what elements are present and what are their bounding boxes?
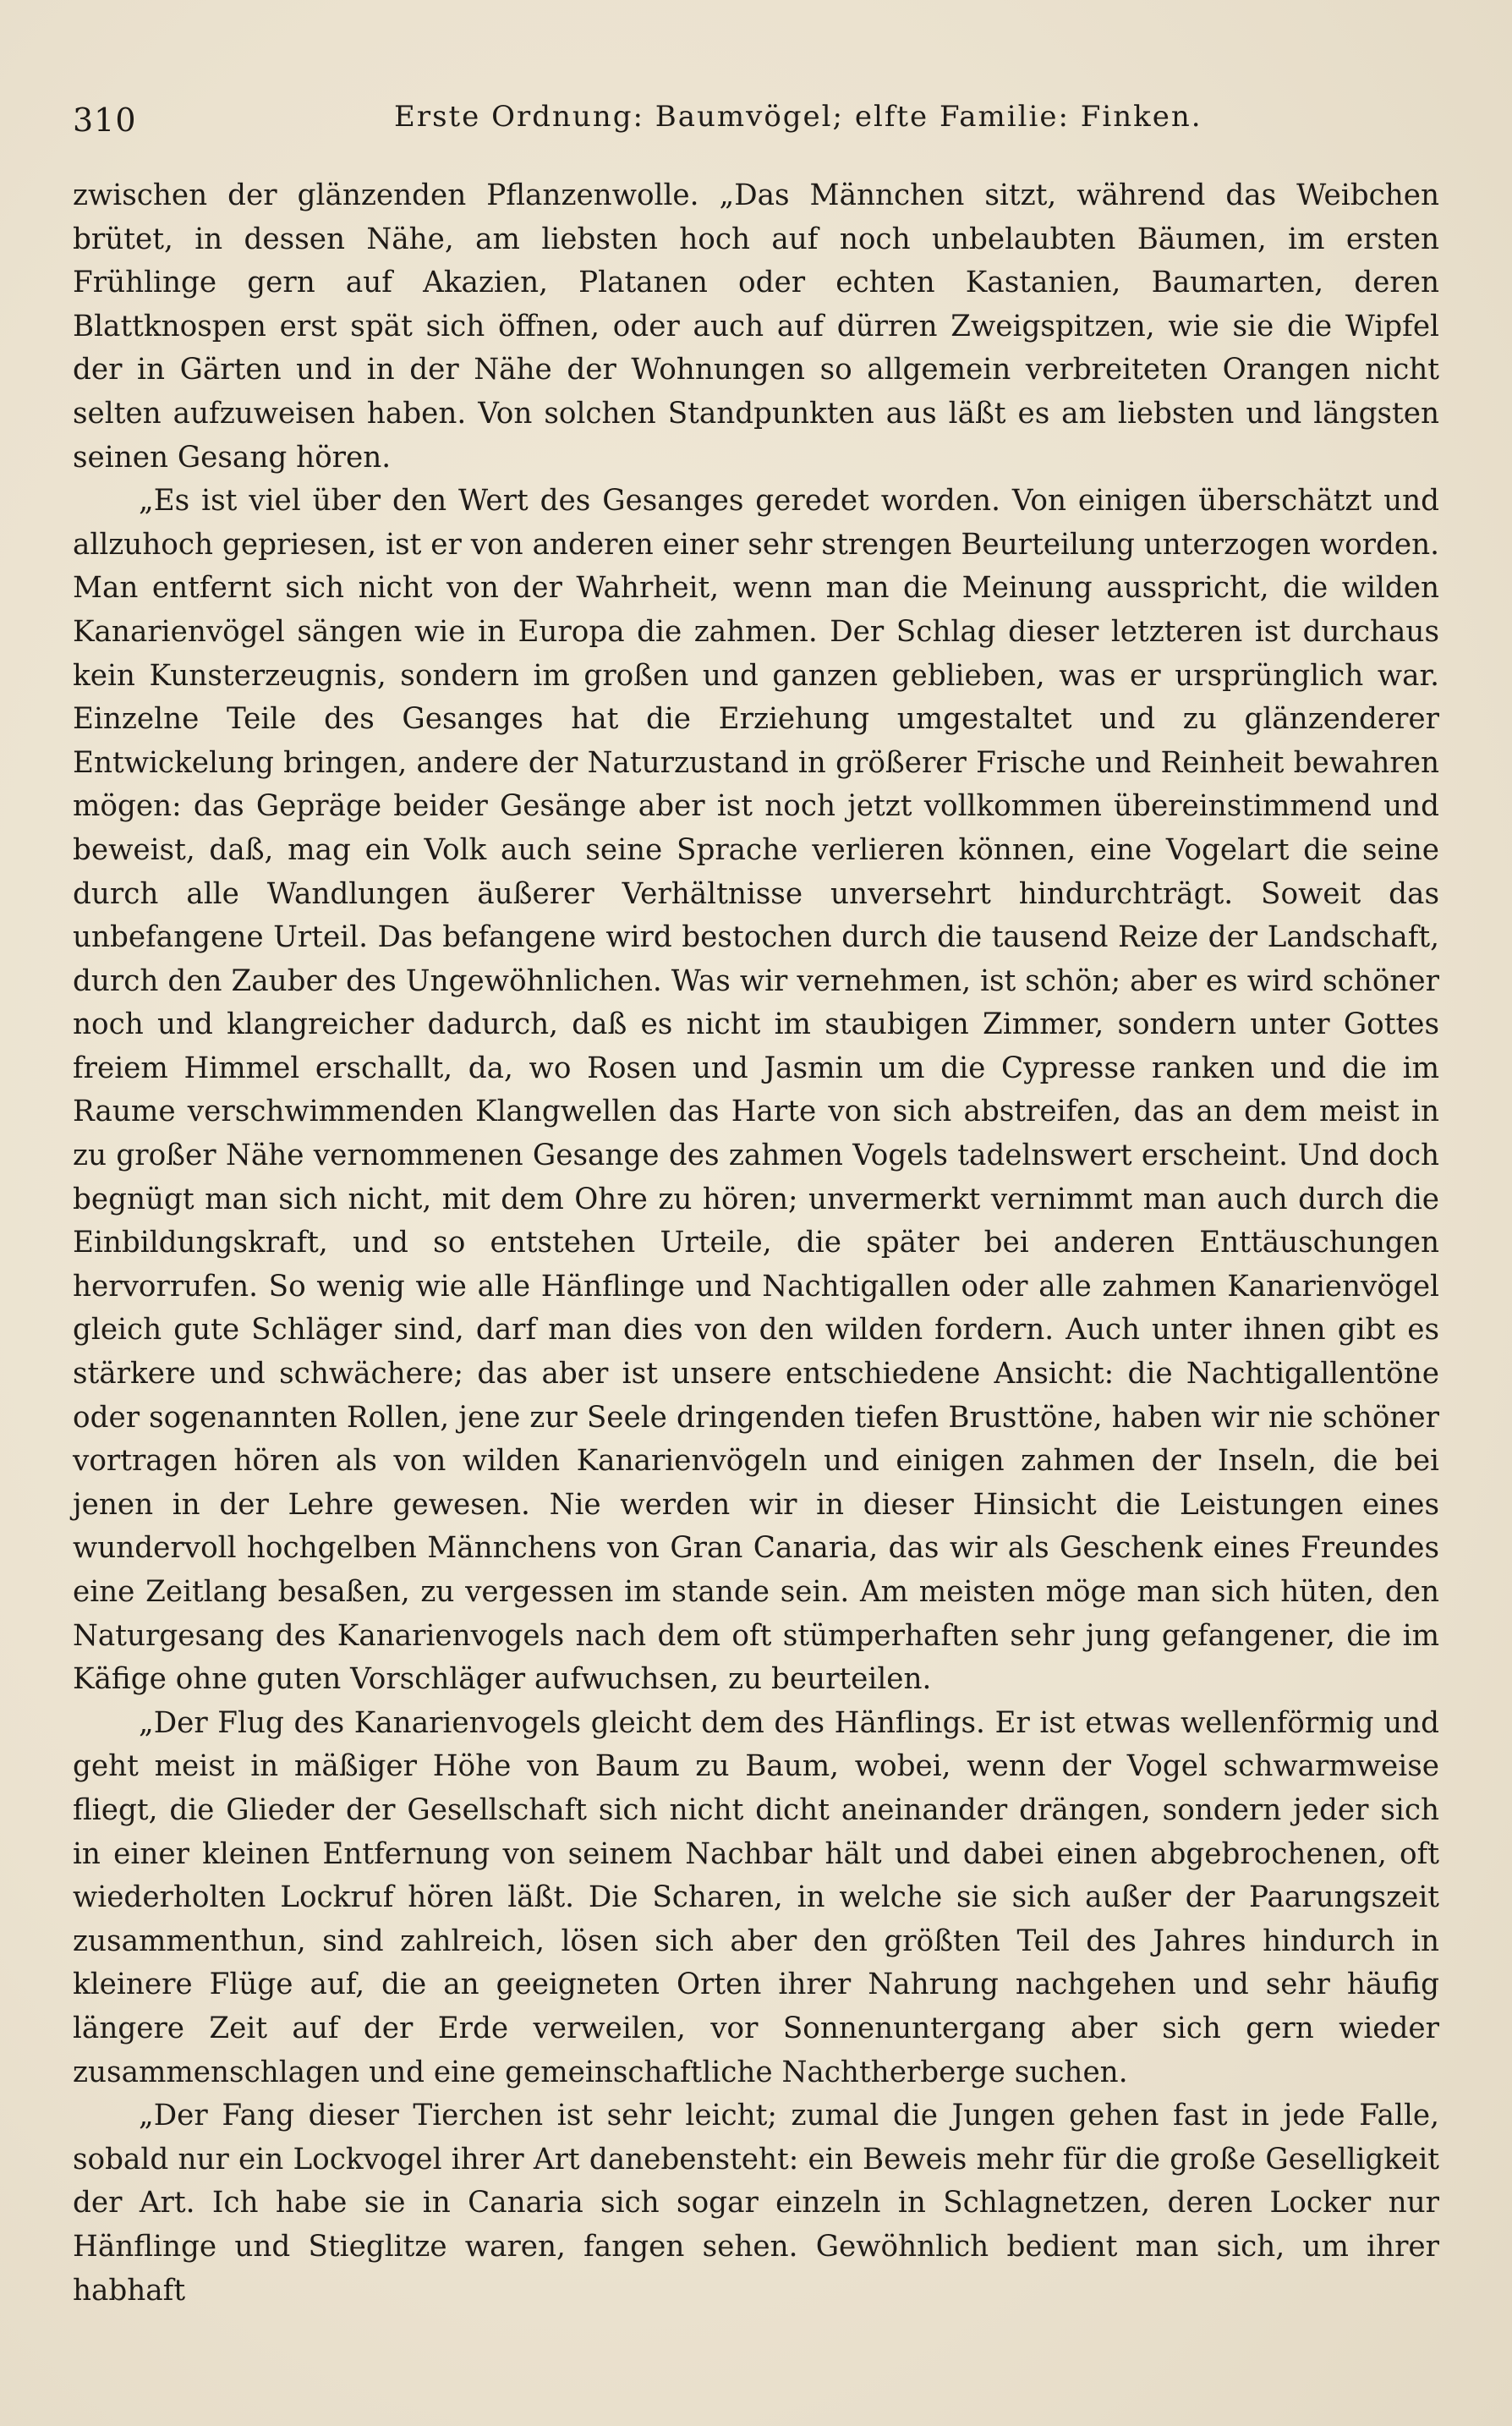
running-head: Erste Ordnung: Baumvögel; elfte Familie: Finken. — [394, 100, 1202, 134]
book-page — [73, 91, 1439, 2392]
paragraph-4: „Der Fang dieser Tierchen ist sehr leicht; zumal die Jungen gehen fast in jede Falle, sobald nur ein Lockvogel ihrer Art danebensteht: ein Beweis mehr für die große Geselligkeit der Art. Ich habe sie in Canaria sich sogar einzeln in Schlagnetzen, deren Locker nur Hänflinge und Stieglitze waren, fangen sehen. Gewöhnlich bedient man sich, um ihrer habhaft — [73, 2099, 1439, 2308]
body-text — [73, 174, 1439, 2313]
paragraph-3: „Der Flug des Kanarienvogels gleicht dem des Hänflings. Er ist etwas wellenförmig und geht meist in mäßiger Höhe von Baum zu Baum, wobei, wenn der Vogel schwarmweise fliegt, die Glieder der Gesellschaft sich nicht dicht aneinander drängen, sondern jeder sich in einer kleinen Entfernung von seinem Nachbar hält und dabei einen abgebrochenen, oft wiederholten Lockruf hören läßt. Die Scharen, in welche sie sich außer der Paarungszeit zusammenthun, sind zahlreich, lösen sich aber den größten Teil des Jahres hindurch in kleinere Flüge auf, die an geeigneten Orten ihrer Nahrung nachgehen und sehr häufig längere Zeit auf der Erde verweilen, vor Sonnenuntergang aber sich gern wieder zusammenschlagen und eine gemeinschaftliche Nachtherberge suchen. — [73, 1705, 1439, 2089]
paragraph-2: „Es ist viel über den Wert des Gesanges geredet worden. Von einigen überschätzt und allzuhoch gepriesen, ist er von anderen einer sehr strengen Beurteilung unterzogen worden. Man entfernt sich nicht von der Wahrheit, wenn man die Meinung ausspricht, die wilden Kanarienvögel sängen wie in Europa die zahmen. Der Schlag dieser letzteren ist durchaus kein Kunsterzeugnis, sondern im großen und ganzen geblieben, was er ursprünglich war. Einzelne Teile des Gesanges hat die Erziehung umgestaltet und zu glänzenderer Entwickelung bringen, andere der Naturzustand in größerer Frische und Reinheit bewahren mögen: das Gepräge beider Gesänge aber ist noch jetzt vollkommen übereinstimmend und beweist, daß, mag ein Volk auch seine Sprache verlieren können, eine Vogelart die seine durch alle Wandlungen äußerer Verhältnisse unversehrt hindurchträgt. Soweit das unbefangene Urteil. Das befangene wird bestochen durch die tausend Reize der Landschaft, durch den Zauber des Ungewöhnlichen. Was wir vernehmen, ist schön; aber es wird schöner noch und klangreicher dadurch, daß es nicht im staubigen Zimmer, sondern unter Gottes freiem Himmel erschallt, da, wo Rosen und Jasmin um die Cypresse ranken und die im Raume verschwimmenden Klangwellen das Harte von sich abstreifen, das an dem meist in zu großer Nähe vernommenen Gesange des zahmen Vogels tadelnswert erscheint. Und doch begnügt man sich nicht, mit dem Ohre zu hören; unvermerkt vernimmt man auch durch die Einbildungskraft, und so entstehen Urteile, die später bei anderen Enttäuschungen hervorrufen. So wenig wie alle Hänflinge und Nachtigallen oder alle zahmen Kanarienvögel gleich gute Schläger sind, darf man dies von den wilden fordern. Auch unter ihnen gibt es stärkere und schwächere; das aber ist unsere entschiedene Ansicht: die Nachtigallentöne oder sogenannten Rollen, jene zur Seele dringenden tiefen Brusttöne, haben wir nie schöner vortragen hören als von wilden Kanarienvögeln und einigen zahmen der Inseln, die bei jenen in der Lehre gewesen. Nie werden wir in dieser Hinsicht die Leistungen eines wundervoll hochgelben Männchens von Gran Canaria, das wir als Geschenk eines Freundes eine Zeitlang besaßen, zu vergessen im stande sein. Am meisten möge man sich hüten, den Naturgesang des Kanarienvogels nach dem oft stümperhaften sehr jung gefangener, die im Käfige ohne guten Vorschläger aufwuchsen, zu beurteilen. — [73, 484, 1439, 1697]
page-number: 310 — [73, 102, 137, 139]
page-header — [73, 91, 1439, 149]
paragraph-1: zwischen der glänzenden Pflanzenwolle. „Das Männchen sitzt, während das Weibchen brütet, in dessen Nähe, am liebsten hoch auf noch unbelaubten Bäumen, im ersten Frühlinge gern auf Akazien, Platanen oder echten Kastanien, Baumarten, deren Blattknospen erst spät sich öffnen, oder auch auf dürren Zweigspitzen, wie sie die Wipfel der in Gärten und in der Nähe der Wohnungen so allgemein verbreiteten Orangen nicht selten aufzuweisen haben. Von solchen Standpunkten aus läßt es am liebsten und längsten seinen Gesang hören. — [73, 178, 1439, 475]
